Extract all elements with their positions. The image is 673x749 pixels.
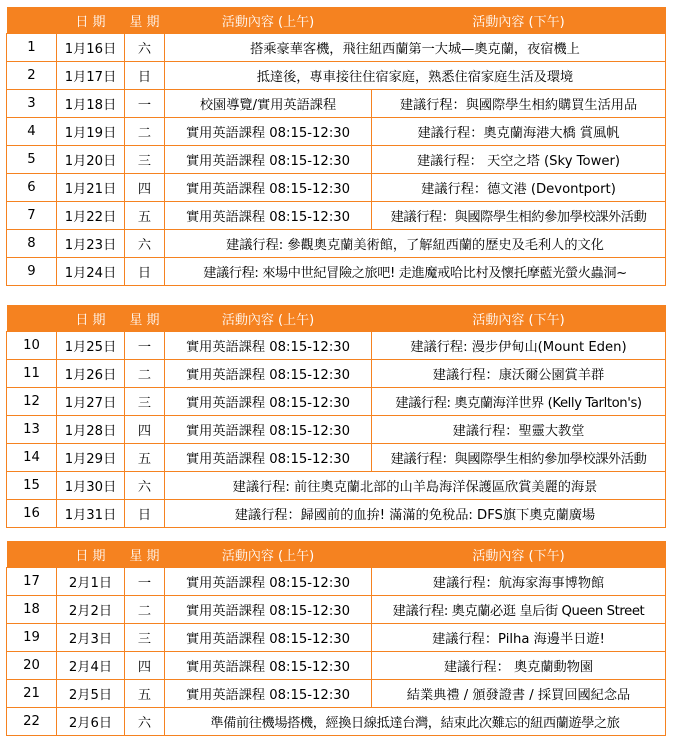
pm-activity: 建議行程：與國際學生相約參加學校課外活動 (372, 202, 666, 230)
day-number: 5 (7, 146, 57, 174)
table-row (7, 146, 666, 174)
weekday-cell: 日 (125, 62, 165, 90)
am-activity: 實用英語課程 08:15-12:30 (165, 202, 372, 230)
date-cell: 1月27日 (57, 388, 125, 416)
full-day-activity: 建議行程：歸國前的血拚! 滿滿的免稅品: DFS旗下奧克蘭廣場 (165, 500, 666, 528)
pm-activity: 建議行程: 奧克蘭海洋世界 (Kelly Tarlton's) (372, 388, 666, 416)
table-row (7, 388, 666, 416)
weekday-cell: 五 (125, 680, 165, 708)
day-number: 18 (7, 596, 57, 624)
date-cell: 2月3日 (57, 624, 125, 652)
table-row (7, 90, 666, 118)
weekday-cell: 四 (125, 416, 165, 444)
table-row (7, 230, 666, 258)
day-number: 1 (7, 34, 57, 62)
pm-activity: 建議行程：康沃爾公園賞羊群 (372, 360, 666, 388)
header-num (7, 305, 57, 332)
header-weekday: 星 期 (125, 305, 165, 332)
header-date: 日 期 (57, 7, 125, 34)
date-cell: 2月4日 (57, 652, 125, 680)
header-am: 活動內容 (上午) (165, 7, 372, 34)
table-row (7, 596, 666, 624)
table-row (7, 500, 666, 528)
day-number: 19 (7, 624, 57, 652)
table-header (7, 541, 666, 568)
am-activity: 實用英語課程 08:15-12:30 (165, 596, 372, 624)
table-row (7, 174, 666, 202)
day-number: 6 (7, 174, 57, 202)
pm-activity: 建議行程：航海家海事博物館 (372, 568, 666, 596)
am-activity: 實用英語課程 08:15-12:30 (165, 444, 372, 472)
weekday-cell: 六 (125, 34, 165, 62)
am-activity: 實用英語課程 08:15-12:30 (165, 652, 372, 680)
weekday-cell: 三 (125, 624, 165, 652)
date-cell: 2月2日 (57, 596, 125, 624)
day-number: 13 (7, 416, 57, 444)
weekday-cell: 日 (125, 500, 165, 528)
date-cell: 1月30日 (57, 472, 125, 500)
table-row (7, 258, 666, 286)
table-row (7, 416, 666, 444)
date-cell: 1月16日 (57, 34, 125, 62)
day-number: 11 (7, 360, 57, 388)
weekday-cell: 五 (125, 202, 165, 230)
table-header (7, 305, 666, 332)
weekday-cell: 二 (125, 596, 165, 624)
header-date: 日 期 (57, 305, 125, 332)
day-number: 14 (7, 444, 57, 472)
full-day-activity: 準備前往機場搭機，經換日線抵達台灣，結束此次難忘的紐西蘭遊學之旅 (165, 708, 666, 736)
pm-activity: 建議行程：德文港 (Devontport) (372, 174, 666, 202)
full-day-activity: 建議行程: 來場中世紀冒險之旅吧! 走進魔戒哈比村及懷托摩藍光螢火蟲洞~ (165, 258, 666, 286)
day-number: 22 (7, 708, 57, 736)
am-activity: 實用英語課程 08:15-12:30 (165, 388, 372, 416)
date-cell: 1月23日 (57, 230, 125, 258)
date-cell: 1月25日 (57, 332, 125, 360)
weekday-cell: 一 (125, 568, 165, 596)
date-cell: 1月17日 (57, 62, 125, 90)
weekday-cell: 三 (125, 146, 165, 174)
full-day-activity: 建議行程: 前往奧克蘭北部的山羊島海洋保護區欣賞美麗的海景 (165, 472, 666, 500)
table-row (7, 472, 666, 500)
table-row (7, 202, 666, 230)
day-number: 12 (7, 388, 57, 416)
full-day-activity: 搭乘豪華客機，飛往紐西蘭第一大城—奧克蘭，夜宿機上 (165, 34, 666, 62)
date-cell: 1月18日 (57, 90, 125, 118)
pm-activity: 結業典禮 / 頒發證書 / 採買回國紀念品 (372, 680, 666, 708)
weekday-cell: 一 (125, 332, 165, 360)
weekday-cell: 一 (125, 90, 165, 118)
schedule-table-2 (6, 305, 666, 528)
weekday-cell: 四 (125, 174, 165, 202)
date-cell: 1月24日 (57, 258, 125, 286)
am-activity: 實用英語課程 08:15-12:30 (165, 118, 372, 146)
date-cell: 1月21日 (57, 174, 125, 202)
date-cell: 1月26日 (57, 360, 125, 388)
day-number: 2 (7, 62, 57, 90)
am-activity: 校園導覽/實用英語課程 (165, 90, 372, 118)
pm-activity: 建議行程：與國際學生相約參加學校課外活動 (372, 444, 666, 472)
schedule-table-3 (6, 541, 666, 736)
day-number: 20 (7, 652, 57, 680)
full-day-activity: 抵達後，專車接往住宿家庭，熟悉住宿家庭生活及環境 (165, 62, 666, 90)
day-number: 8 (7, 230, 57, 258)
header-pm: 活動內容 (下午) (372, 541, 666, 568)
am-activity: 實用英語課程 08:15-12:30 (165, 332, 372, 360)
header-date: 日 期 (57, 541, 125, 568)
table-row (7, 62, 666, 90)
weekday-cell: 二 (125, 118, 165, 146)
weekday-cell: 六 (125, 708, 165, 736)
date-cell: 1月31日 (57, 500, 125, 528)
weekday-cell: 日 (125, 258, 165, 286)
header-pm: 活動內容 (下午) (372, 305, 666, 332)
am-activity: 實用英語課程 08:15-12:30 (165, 568, 372, 596)
date-cell: 1月20日 (57, 146, 125, 174)
full-day-activity: 建議行程: 參觀奧克蘭美術館，了解紐西蘭的歷史及毛利人的文化 (165, 230, 666, 258)
weekday-cell: 六 (125, 230, 165, 258)
am-activity: 實用英語課程 08:15-12:30 (165, 680, 372, 708)
weekday-cell: 六 (125, 472, 165, 500)
am-activity: 實用英語課程 08:15-12:30 (165, 146, 372, 174)
am-activity: 實用英語課程 08:15-12:30 (165, 416, 372, 444)
day-number: 7 (7, 202, 57, 230)
table-row (7, 360, 666, 388)
pm-activity: 建議行程: 漫步伊甸山(Mount Eden) (372, 332, 666, 360)
table-row (7, 568, 666, 596)
table-header (7, 7, 666, 34)
header-am: 活動內容 (上午) (165, 305, 372, 332)
table-row (7, 34, 666, 62)
header-am: 活動內容 (上午) (165, 541, 372, 568)
date-cell: 1月19日 (57, 118, 125, 146)
date-cell: 2月1日 (57, 568, 125, 596)
pm-activity: 建議行程：聖靈大教堂 (372, 416, 666, 444)
table-row (7, 118, 666, 146)
day-number: 17 (7, 568, 57, 596)
date-cell: 2月5日 (57, 680, 125, 708)
pm-activity: 建議行程：奧克蘭海港大橋 賞風帆 (372, 118, 666, 146)
pm-activity: 建議行程：Pilha 海邊半日遊! (372, 624, 666, 652)
pm-activity: 建議行程: 奧克蘭必逛 皇后街 Queen Street (372, 596, 666, 624)
day-number: 10 (7, 332, 57, 360)
table-row (7, 332, 666, 360)
day-number: 21 (7, 680, 57, 708)
header-weekday: 星 期 (125, 7, 165, 34)
table-row (7, 624, 666, 652)
weekday-cell: 二 (125, 360, 165, 388)
day-number: 15 (7, 472, 57, 500)
date-cell: 2月6日 (57, 708, 125, 736)
day-number: 9 (7, 258, 57, 286)
am-activity: 實用英語課程 08:15-12:30 (165, 174, 372, 202)
weekday-cell: 三 (125, 388, 165, 416)
pm-activity: 建議行程： 天空之塔 (Sky Tower) (372, 146, 666, 174)
table-row (7, 652, 666, 680)
day-number: 16 (7, 500, 57, 528)
day-number: 3 (7, 90, 57, 118)
am-activity: 實用英語課程 08:15-12:30 (165, 360, 372, 388)
header-num (7, 7, 57, 34)
weekday-cell: 四 (125, 652, 165, 680)
date-cell: 1月28日 (57, 416, 125, 444)
am-activity: 實用英語課程 08:15-12:30 (165, 624, 372, 652)
day-number: 4 (7, 118, 57, 146)
date-cell: 1月29日 (57, 444, 125, 472)
header-num (7, 541, 57, 568)
pm-activity: 建議行程：與國際學生相約購買生活用品 (372, 90, 666, 118)
table-row (7, 680, 666, 708)
schedule-table-1 (6, 7, 666, 286)
header-pm: 活動內容 (下午) (372, 7, 666, 34)
header-weekday: 星 期 (125, 541, 165, 568)
pm-activity: 建議行程： 奧克蘭動物園 (372, 652, 666, 680)
date-cell: 1月22日 (57, 202, 125, 230)
table-row (7, 444, 666, 472)
table-row (7, 708, 666, 736)
weekday-cell: 五 (125, 444, 165, 472)
